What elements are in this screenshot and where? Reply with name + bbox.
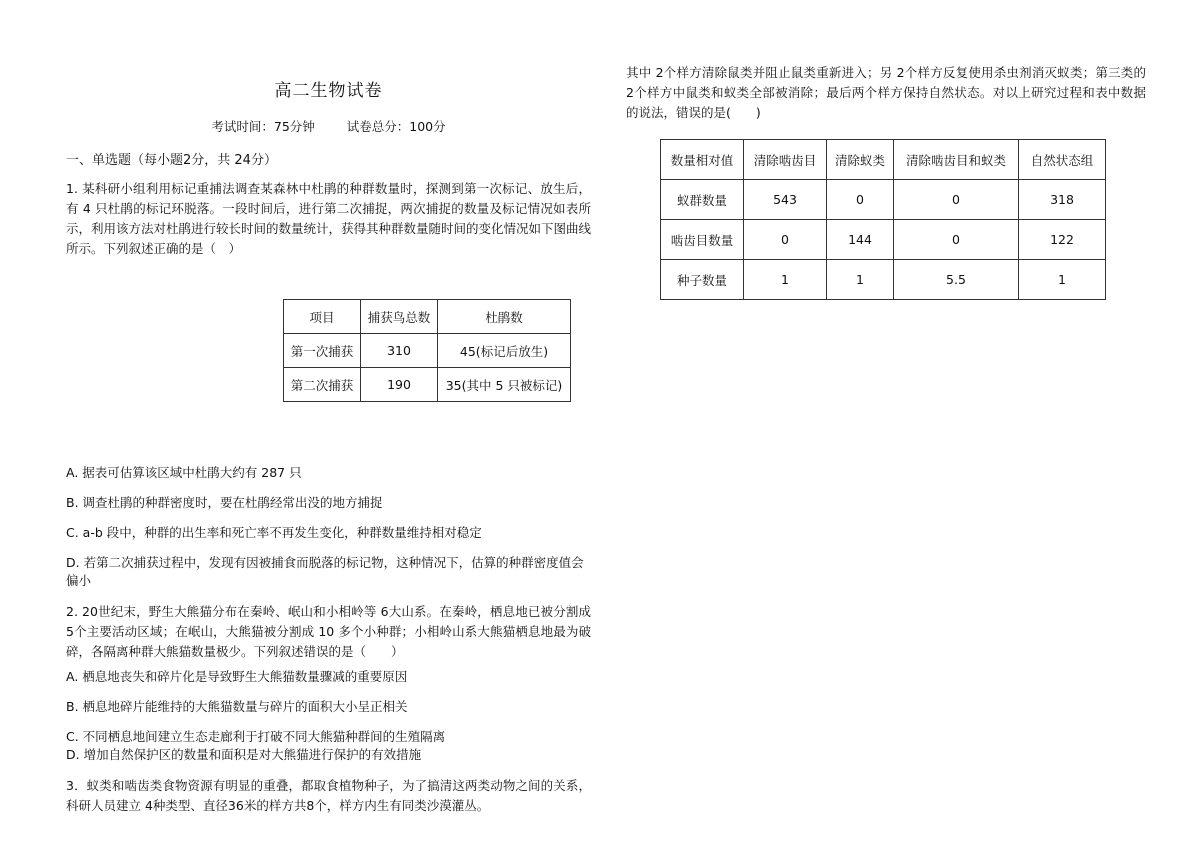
table-row [661, 260, 1106, 300]
table-header-cell: 自然状态组 [1019, 140, 1106, 180]
table-cell: 第一次捕获 [284, 334, 361, 368]
table-header-cell: 杜鹃数 [438, 300, 571, 334]
question-1-stem: 1. 某科研小组利用标记重捕法调查某森林中杜鹃的种群数量时，探测到第一次标记、放生后，有 4 只杜鹃的标记环脱落。一段时间后，进行第二次捕捉，两次捕捉的数量及标记情况如表所示，利用该方法对杜鹃进行较长时间的数量统计，获得其种群数量随时间的变化情况如下图曲线所示。下列叙述正确的是（ ） [66, 181, 592, 256]
table-cell: 0 [744, 220, 827, 260]
table-cell: 1 [744, 260, 827, 300]
table-cell: 种子数量 [661, 260, 744, 300]
left-column [66, 76, 591, 816]
question-1-option-d: D. 若第二次捕获过程中，发现有因被捕食而脱落的标记物，这种情况下，估算的种群密度值会偏小 [66, 555, 584, 588]
question-3-stem-part1: 3．蚁类和啮齿类食物资源有明显的重叠，都取食植物种子，为了搞清这两类动物之间的关系，科研人员建立 4种类型、直径36米的样方共8个，样方内生有同类沙漠灌丛。 [66, 778, 591, 813]
question-3-table [660, 139, 1106, 300]
table-header-row [284, 300, 571, 334]
question-2-option-b: B. 栖息地碎片能维持的大熊猫数量与碎片的面积大小呈正相关 [66, 699, 408, 714]
table-header-row [661, 140, 1106, 180]
exam-title: 高二生物试卷 [274, 81, 383, 101]
table-cell: 310 [361, 334, 438, 368]
table-cell: 蚁群数量 [661, 180, 744, 220]
table-header-cell: 数量相对值 [661, 140, 744, 180]
table-cell: 5.5 [894, 260, 1019, 300]
table-cell: 45(标记后放生) [438, 334, 571, 368]
section-heading: 一、单选题（每小题2分，共 24分） [66, 153, 277, 168]
question-3-stem-part2: 其中 2个样方清除鼠类并阻止鼠类重新进入；另 2个样方反复使用杀虫剂消灭蚁类；第三类的 2个样方中鼠类和蚁类全部被消除；最后两个样方保持自然状态。对以上研究过程和表中数据的说法，错误的是( ) [626, 65, 1146, 120]
table-header-cell: 捕获鸟总数 [361, 300, 438, 334]
question-1-option-c: C. a-b 段中，种群的出生率和死亡率不再发生变化，种群数量维持相对稳定 [66, 525, 482, 540]
table-row [661, 220, 1106, 260]
question-1-option-b: B. 调查杜鹃的种群密度时，要在杜鹃经常出没的地方捕捉 [66, 495, 383, 510]
exam-time: 考试时间：75分钟 [211, 119, 315, 134]
table-header-cell: 清除啮齿目和蚁类 [894, 140, 1019, 180]
table-cell: 啮齿目数量 [661, 220, 744, 260]
question-1-option-a: A. 据表可估算该区域中杜鹃大约有 287 只 [66, 465, 302, 480]
table-cell: 35(其中 5 只被标记) [438, 368, 571, 402]
total-score: 试卷总分：100分 [346, 119, 446, 134]
table-cell: 0 [894, 180, 1019, 220]
table-row [284, 368, 571, 402]
figure-spacer [66, 402, 591, 464]
question-2-option-a: A. 栖息地丧失和碎片化是导致野生大熊猫数量骤减的重要原因 [66, 669, 408, 684]
right-column [626, 63, 1146, 300]
table-cell: 1 [827, 260, 894, 300]
exam-meta [66, 117, 591, 135]
table-cell: 318 [1019, 180, 1106, 220]
table-cell: 1 [1019, 260, 1106, 300]
table-cell: 190 [361, 368, 438, 402]
table-row [284, 334, 571, 368]
table-row [661, 180, 1106, 220]
table-cell: 144 [827, 220, 894, 260]
question-2-option-c: C. 不同栖息地间建立生态走廊利于打破不同大熊猫种群间的生殖隔离 [66, 729, 446, 744]
table-cell: 0 [894, 220, 1019, 260]
question-1-table [283, 299, 571, 402]
table-cell: 第二次捕获 [284, 368, 361, 402]
question-2-stem: 2. 20世纪末，野生大熊猫分布在秦岭、岷山和小相岭等 6大山系。在秦岭，栖息地已被分割成 5个主要活动区域；在岷山，大熊猫被分割成 10 多个小种群；小相岭山系大熊猫栖息地最为破碎，各隔离种群大熊猫数量极少。下列叙述错误的是（ ） [66, 604, 591, 659]
table-cell: 122 [1019, 220, 1106, 260]
question-2-option-d: D. 增加自然保护区的数量和面积是对大熊猫进行保护的有效措施 [66, 747, 422, 762]
table-header-cell: 清除啮齿目 [744, 140, 827, 180]
table-header-cell: 清除蚁类 [827, 140, 894, 180]
table-cell: 0 [827, 180, 894, 220]
table-cell: 543 [744, 180, 827, 220]
table-header-cell: 项目 [284, 300, 361, 334]
